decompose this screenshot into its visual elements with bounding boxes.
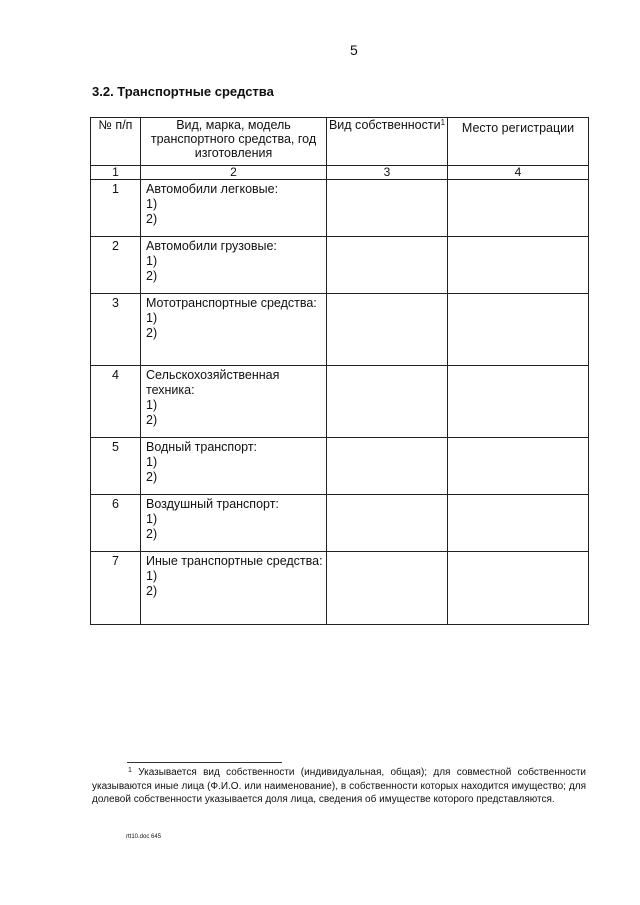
row-number: 5 bbox=[91, 438, 141, 495]
footnote-text: Указывается вид собственности (индивидуальная, общая); для совместной собственности указываются иные лица (Ф.И.О. или наименование), в собственности которых находится имущество; для долевой собственности указывается доля лица, сведения об имуществе которого представляются. bbox=[92, 767, 586, 805]
category-label: Водный транспорт: bbox=[146, 440, 258, 454]
vehicle-category bbox=[141, 366, 327, 438]
row-number: 6 bbox=[91, 495, 141, 552]
registration-cell bbox=[448, 366, 589, 438]
vehicle-category bbox=[141, 237, 327, 294]
section-title: 3.2. Транспортные средства bbox=[92, 84, 274, 99]
vehicle-category bbox=[141, 495, 327, 552]
entry-1: 1) bbox=[146, 254, 158, 268]
vehicle-category bbox=[141, 294, 327, 366]
vehicle-category bbox=[141, 552, 327, 625]
category-label: Автомобили грузовые: bbox=[146, 239, 277, 253]
entry-2: 2) bbox=[146, 413, 158, 427]
row-number: 3 bbox=[91, 294, 141, 366]
table-row bbox=[91, 552, 589, 625]
ownership-cell bbox=[327, 366, 448, 438]
entry-2: 2) bbox=[146, 269, 158, 283]
table-row bbox=[91, 180, 589, 237]
registration-cell bbox=[448, 237, 589, 294]
table-row bbox=[91, 495, 589, 552]
ownership-cell bbox=[327, 552, 448, 625]
category-label: Автомобили легковые: bbox=[146, 182, 279, 196]
vehicles-table bbox=[90, 117, 589, 625]
column-number-row bbox=[91, 166, 589, 180]
footnote-mark: 1 bbox=[128, 767, 132, 774]
ownership-cell bbox=[327, 237, 448, 294]
registration-cell bbox=[448, 180, 589, 237]
category-label: Иные транспортные средства: bbox=[146, 554, 323, 568]
entry-2: 2) bbox=[146, 470, 158, 484]
table-header-row bbox=[91, 118, 589, 166]
ownership-cell bbox=[327, 438, 448, 495]
footnote-divider bbox=[127, 762, 282, 763]
entry-1: 1) bbox=[146, 311, 158, 325]
category-label: Сельскохозяйственная техника: bbox=[146, 368, 280, 397]
document-code: rtt10.doc 645 bbox=[126, 834, 162, 840]
entry-1: 1) bbox=[146, 197, 158, 211]
page-number: 5 bbox=[350, 42, 358, 58]
ownership-cell bbox=[327, 180, 448, 237]
header-registration: Место регистрации bbox=[448, 118, 589, 166]
entry-2: 2) bbox=[146, 527, 158, 541]
entry-1: 1) bbox=[146, 455, 158, 469]
entry-1: 1) bbox=[146, 398, 158, 412]
table-row bbox=[91, 438, 589, 495]
row-number: 7 bbox=[91, 552, 141, 625]
column-number: 2 bbox=[141, 166, 327, 180]
registration-cell bbox=[448, 552, 589, 625]
ownership-cell bbox=[327, 495, 448, 552]
entry-1: 1) bbox=[146, 569, 158, 583]
footnote-ref: 1 bbox=[440, 118, 446, 127]
column-number: 1 bbox=[91, 166, 141, 180]
entry-2: 2) bbox=[146, 326, 158, 340]
category-label: Воздушный транспорт: bbox=[146, 497, 279, 511]
vehicle-category bbox=[141, 180, 327, 237]
entry-1: 1) bbox=[146, 512, 158, 526]
row-number: 1 bbox=[91, 180, 141, 237]
row-number: 4 bbox=[91, 366, 141, 438]
table-row bbox=[91, 366, 589, 438]
category-label: Мототранспортные средства: bbox=[146, 296, 317, 310]
footnote bbox=[92, 766, 586, 806]
registration-cell bbox=[448, 495, 589, 552]
header-vehicle: Вид, марка, модель транспортного средства, год изготовления bbox=[141, 118, 327, 166]
registration-cell bbox=[448, 294, 589, 366]
row-number: 2 bbox=[91, 237, 141, 294]
column-number: 4 bbox=[448, 166, 589, 180]
registration-cell bbox=[448, 438, 589, 495]
table-row bbox=[91, 237, 589, 294]
vehicle-category bbox=[141, 438, 327, 495]
header-number: № п/п bbox=[91, 118, 141, 166]
column-number: 3 bbox=[327, 166, 448, 180]
entry-2: 2) bbox=[146, 584, 158, 598]
entry-2: 2) bbox=[146, 212, 158, 226]
ownership-cell bbox=[327, 294, 448, 366]
header-ownership: Вид собственности$^1$ bbox=[327, 118, 448, 166]
table-row bbox=[91, 294, 589, 366]
